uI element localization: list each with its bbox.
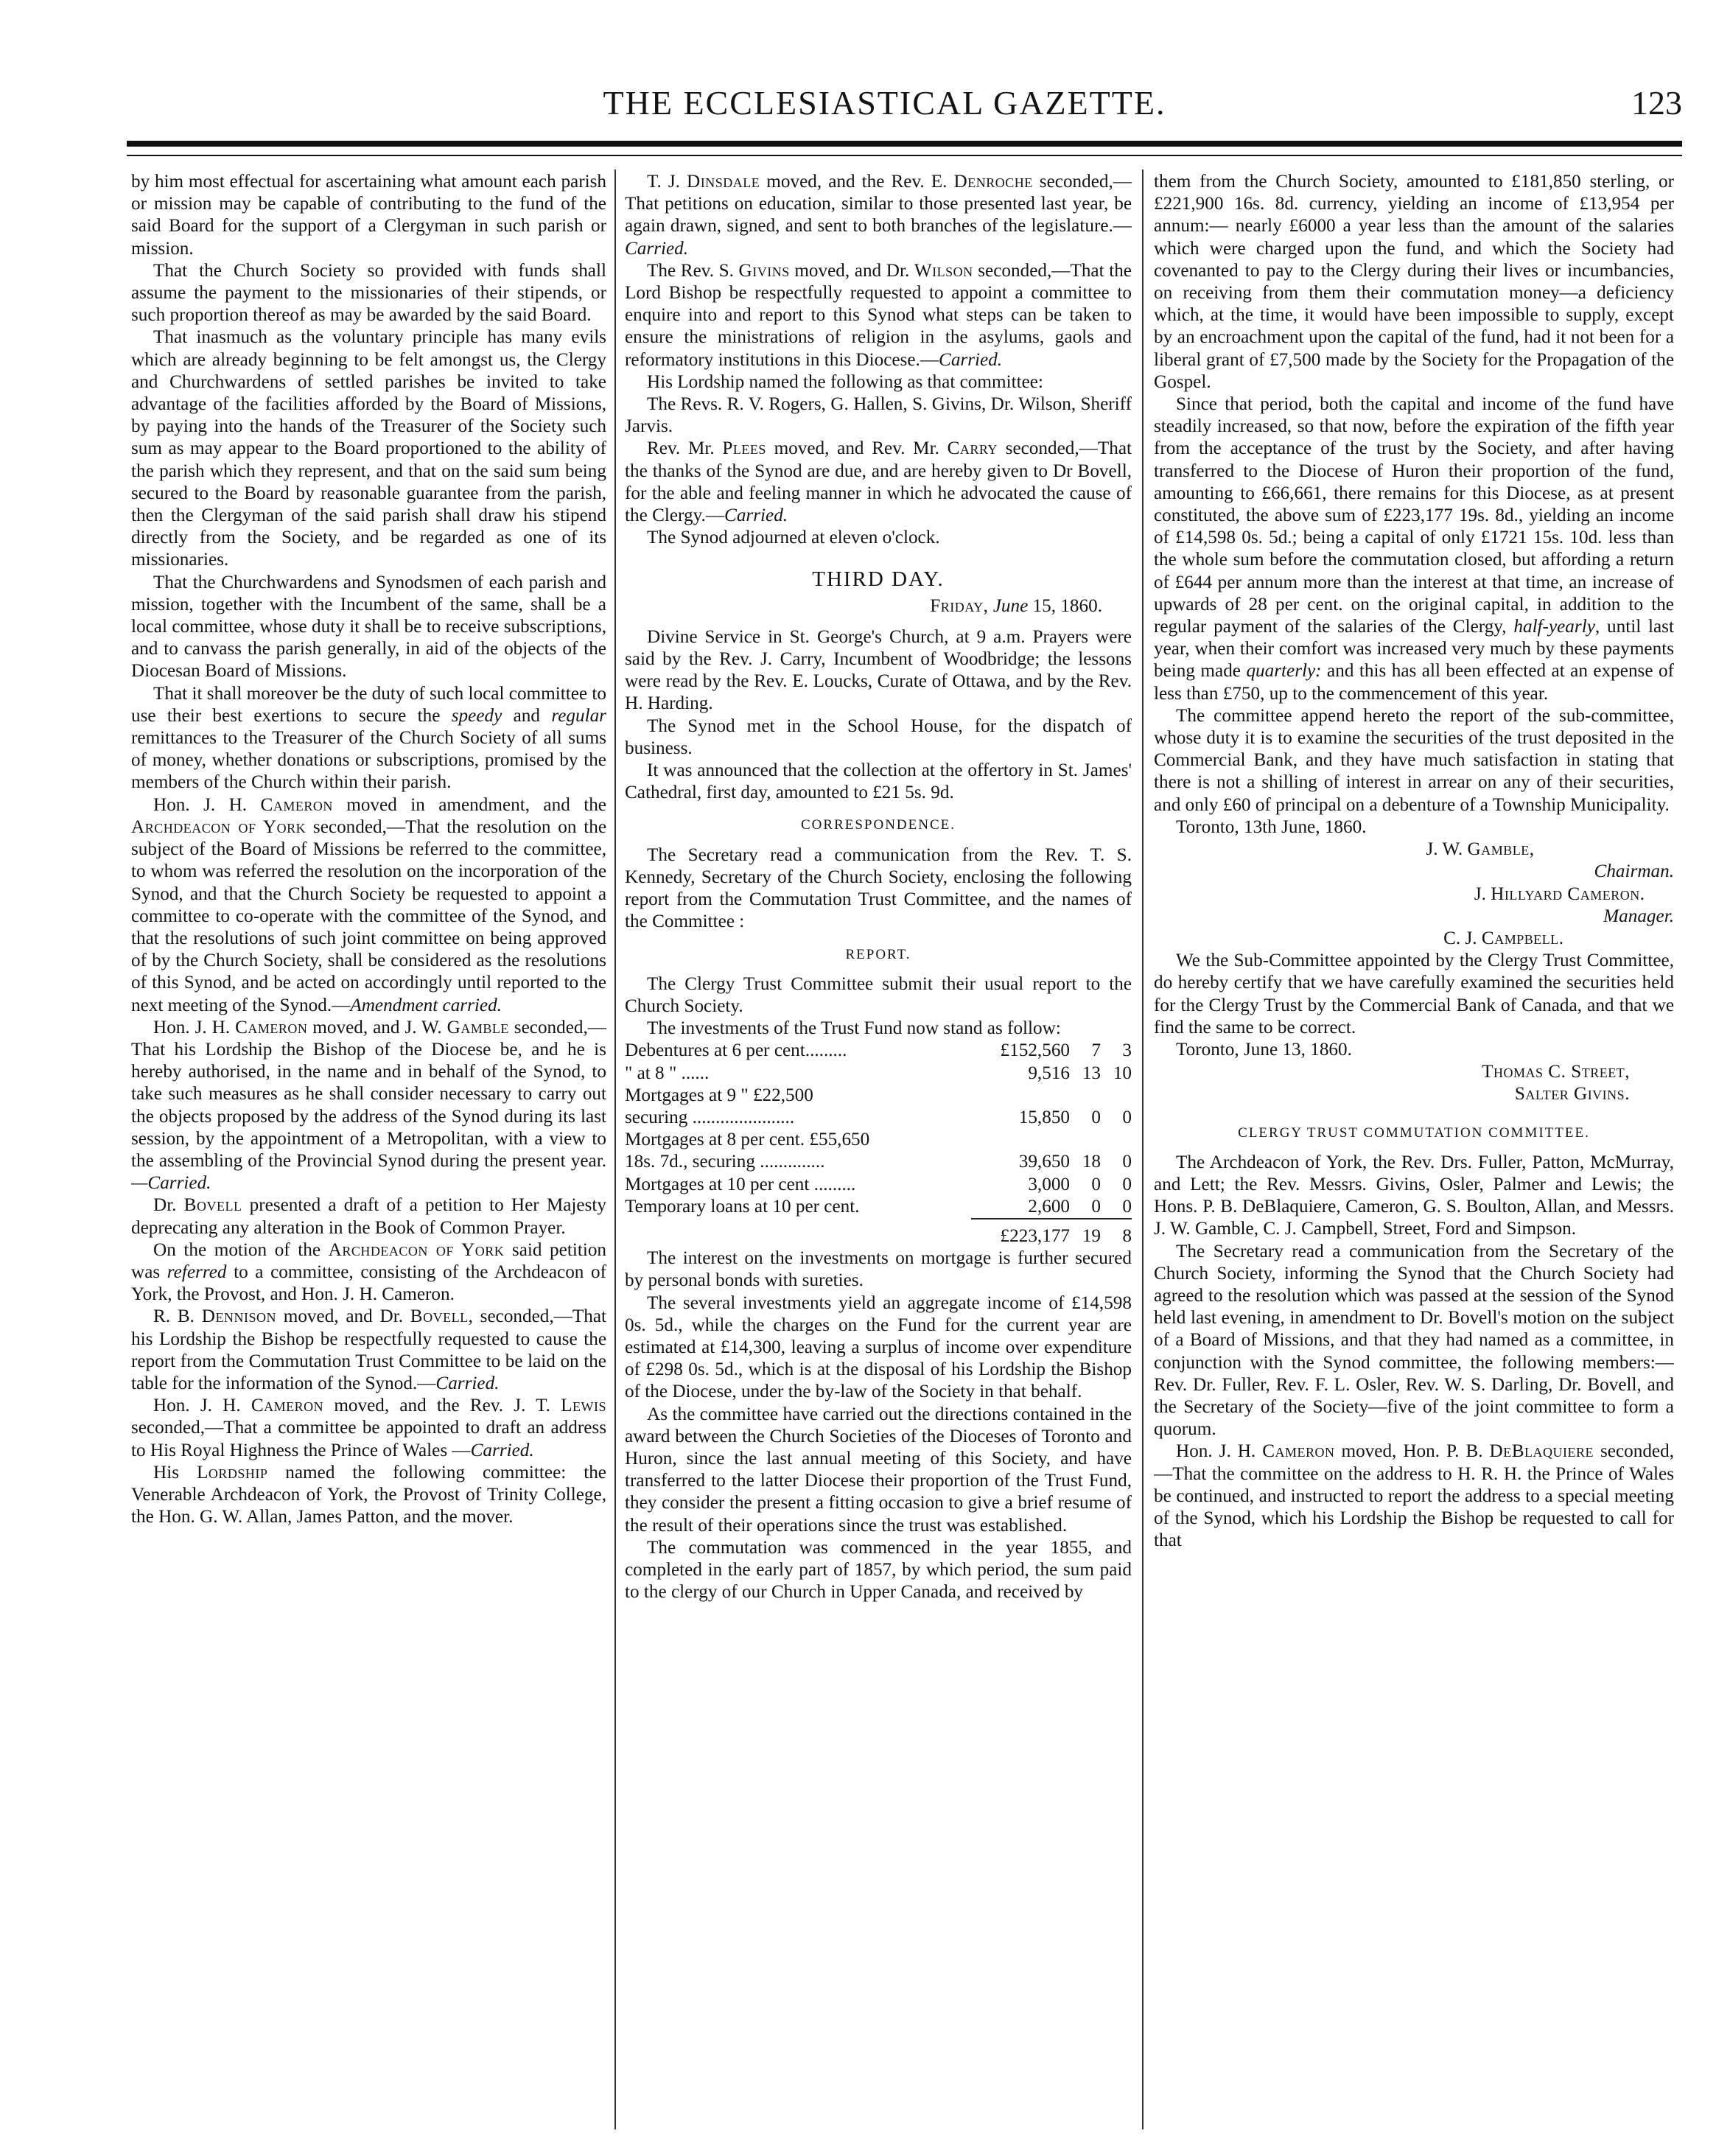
paragraph: them from the Church Society, amounted to £181,850 sterling, or £221,900 16s. 8d. currency, yielding an income of £13,954 per annum:— nearly £6000 a year less than the amount of the salaries which were charged upon the fund, and which the Society had covenanted to pay to the Clergy during their lives or incumbancies, on receiving from them their commutation money—a deficiency which, at the time, it would have been impossible to supply, except by an encroachment upon the capital of the fund, had it not been for a liberal grant of £7,500 made by the Society for the Propagation of the Gospel. — [1154, 172, 1674, 392]
paragraph: Since that period, both the capital and income of the fund have steadily increased, so that now, before the expiration of the fifth year from the acceptance of the trust by the Society, and after having transferred to the Diocese of Huron their proportion of the fund, amounting to £66,661, there remains for this Diocese, as at present constituted, the above sum of £223,177 19s. 8d., yielding an income of £14,598 0s. 5d.; being a capital of only £1721 15s. 10d. less than the whole sum before the commutation closed, but affording a return of £644 per annum more than the interest at that time, an increase of upwards of 28 per cent. on the original capital, in addition to the regular payment of the salaries of the Clergy, half-yearly, until last year, when their comfort was increased very much by these payments being made quarterly: and this has all been effected at an expense of less than £750, up to the commencement of this year. — [1154, 394, 1674, 704]
signature-role: Chairman. — [1594, 861, 1674, 882]
column-left — [131, 171, 606, 2135]
table-cell-s: 0 — [1091, 1107, 1101, 1127]
signature: J. Hillyard Cameron. — [1474, 883, 1645, 904]
table-row — [625, 1040, 1132, 1062]
table-cell-amount: £152,560 — [1000, 1040, 1070, 1061]
column-divider-1 — [614, 169, 616, 2129]
paragraph: Hon. J. H. Cameron moved, and the Rev. J. T. Lewis seconded,—That a committee be appointed to draft an address to His Royal Highness the Prince of Wales —Carried. — [131, 1396, 606, 1460]
paragraph: Hon. J. H. Cameron moved in amendment, and the Archdeacon of York seconded,—That the resolution on the subject of the Board of Missions be referred to the committee, to whom was referred the resolution on the incorporation of the Synod, and that the Church Society be requested to appoint a committee to co-operate with the committee of the Synod, and that the resolutions of such joint committee on being approved of by the Church Society, shall be considered as the resolutions of this Synod, and be acted on accordingly until reported to the next meeting of the Synod.—Amendment carried. — [131, 794, 606, 1015]
paragraph: The Secretary read a communication from the Rev. T. S. Kennedy, Secretary of the Church Society, enclosing the following report from the Commutation Trust Committee, and the names of the Committee : — [625, 844, 1132, 932]
table-cell-d: 0 — [1122, 1196, 1132, 1217]
table-cell-amount: £223,177 — [971, 1219, 1070, 1247]
column-right — [1154, 171, 1674, 2135]
paragraph: The Rev. S. Givins moved, and Dr. Wilson seconded,—That the Lord Bishop be respectfully requested to appoint a committee to enquire into and report to this Synod what steps can be taken to ensure the ministrations of religion in the asylums, gaols and reformatory institutions in this Diocese.—Carried. — [625, 260, 1132, 370]
paragraph: The committee append hereto the report of the sub-committee, whose duty it is to examine the securities of the trust deposited in the Commercial Bank, and they have much satisfaction in stating that there is not a shilling of interest in arrear on any of their securities, and only £60 of principal on a debenture of a Township Municipality. — [1154, 705, 1674, 815]
paragraph: The Revs. R. V. Rogers, G. Hallen, S. Givins, Dr. Wilson, Sheriff Jarvis. — [625, 394, 1132, 437]
table-cell-amount: 2,600 — [1028, 1196, 1070, 1217]
subheading: REPORT. — [845, 946, 911, 962]
paragraph: R. B. Dennison moved, and Dr. Bovell, seconded,—That his Lordship the Bishop be respectfully requested to cause the report from the Commutation Trust Committee to be laid on the table for the information of the Synod.—Carried. — [131, 1306, 606, 1393]
paragraph: The commutation was commenced in the year 1855, and completed in the early part of 1857, by which period, the sum paid to the clergy of our Church in Upper Canada, and received by — [625, 1537, 1132, 1603]
table-cell-s: 0 — [1091, 1196, 1101, 1217]
section-heading: THIRD DAY. — [812, 567, 945, 592]
paragraph: Dr. Bovell presented a draft of a petition to Her Majesty deprecating any alteration in the Book of Common Prayer. — [131, 1195, 606, 1238]
table-cell-d — [1101, 1085, 1132, 1107]
table-cell-d: 3 — [1122, 1040, 1132, 1061]
table-cell-amount: 15,850 — [1018, 1107, 1070, 1127]
table-cell-label: Mortgages at 9 " £22,500 — [625, 1085, 813, 1105]
table-cell-label: " at 8 " ...... — [625, 1063, 710, 1083]
signature-block — [1154, 839, 1674, 950]
table-row — [625, 1151, 1132, 1173]
table-cell-s: 18 — [1082, 1152, 1101, 1172]
paragraph: That the Churchwardens and Synodsmen of each parish and mission, together with the Incumbent of the same, shall be a local committee, whose duty it shall be to receive subscriptions, and to canvass the parish generally, in aid of the objects of the Diocesan Board of Missions. — [131, 572, 606, 682]
header-rule-thin — [127, 155, 1682, 156]
paragraph: T. J. Dinsdale moved, and the Rev. E. Denroche seconded,—That petitions on education, similar to those presented last year, be again drawn, signed, and sent to both branches of the legislature.—Carried. — [625, 172, 1132, 259]
table-row — [625, 1063, 1132, 1085]
paragraph: Toronto, 13th June, 1860. — [1176, 816, 1367, 837]
paragraph: The Secretary read a communication from the Secretary of the Church Society, informing the Synod that the Church Society had agreed to the resolution which was passed at the session of the Synod held last evening, in amendment to Dr. Bovell's motion on the subject of a Board of Missions, and that they had named as a committee, in conjunction with the Synod committee, the following members:—Rev. Dr. Fuller, Rev. F. L. Osler, Rev. W. S. Darling, Dr. Bovell, and the Secretary of the Society—five of the joint committee to form a quorum. — [1154, 1241, 1674, 1440]
paragraph: The several investments yield an aggregate income of £14,598 0s. 5d., while the charges on the Fund for the current year are estimated at £14,300, leaving a surplus of income over expenditure of £298 0s. 5d., which is at the disposal of his Lordship the Bishop of the Diocese, under the by-law of the Society in that behalf. — [625, 1292, 1132, 1402]
paragraph: The Synod adjourned at eleven o'clock. — [647, 528, 940, 548]
paragraph: The interest on the investments on mortgage is further secured by personal bonds with sureties. — [625, 1248, 1132, 1291]
paragraph: It was announced that the collection at the offertory in St. James' Cathedral, first day, amounted to £21 5s. 9d. — [625, 760, 1132, 803]
paragraph: That the Church Society so provided with funds shall assume the payment to the missionaries of their stipends, or such proportion thereof as may be awarded by the said Board. — [131, 260, 606, 326]
paragraph: On the motion of the Archdeacon of York said petition was referred to a committee, consisting of the Archdeacon of York, the Provost, and Hon. J. H. Cameron. — [131, 1239, 606, 1305]
table-cell-s: 13 — [1082, 1063, 1101, 1083]
signature: C. J. Campbell. — [1443, 928, 1563, 948]
table-cell-label — [625, 1219, 971, 1247]
paragraph: Hon. J. H. Cameron moved, and J. W. Gamble seconded,—That his Lordship the Bishop of the Diocese be, and he is hereby authorised, in the name and in behalf of the Synod, to take such measures as he shall consider necessary to carry out the objects proposed by the address of the Synod during its last session, by the appointment of a Metropolitan, with a view to the assembling of the Provincial Synod during the present year.—Carried. — [131, 1017, 606, 1194]
paragraph: Rev. Mr. Plees moved, and Rev. Mr. Carry seconded,—That the thanks of the Synod are due, and are hereby given to Dr Bovell, for the able and feeling manner in which he advocated the cause of the Clergy.—Carried. — [625, 438, 1132, 526]
table-total-row — [625, 1219, 1132, 1247]
paragraph: Divine Service in St. George's Church, at 9 a.m. Prayers were said by the Rev. J. Carry, Incumbent of Woodbridge; the lessons were read by the Rev. E. Loucks, Curate of Ottawa, and by the Rev. H. Harding. — [625, 626, 1132, 714]
table-cell-s: 7 — [1091, 1040, 1101, 1061]
table-cell-s — [1070, 1129, 1101, 1151]
table-row — [625, 1174, 1132, 1196]
column-divider-2 — [1142, 169, 1144, 2129]
table-row — [625, 1085, 1132, 1107]
paragraph: by him most effectual for ascertaining what amount each parish or mission may be capable of contributing to the fund of the said Board for the support of a Clergyman in such parish or mission. — [131, 172, 606, 259]
subheading: CORRESPONDENCE. — [801, 817, 956, 833]
table-cell-d: 10 — [1113, 1063, 1132, 1083]
paragraph: Toronto, June 13, 1860. — [1176, 1039, 1352, 1060]
page-number: 123 — [1631, 84, 1682, 122]
dateline: Friday, June 15, 1860. — [930, 595, 1102, 616]
table-cell-label: Mortgages at 8 per cent. £55,650 — [625, 1130, 870, 1150]
table-cell-label: securing ...................... — [625, 1107, 795, 1127]
subheading: CLERGY TRUST COMMUTATION COMMITTEE. — [1238, 1124, 1590, 1141]
table-cell-s: 19 — [1070, 1219, 1101, 1247]
table-cell-d — [1101, 1129, 1132, 1151]
investment-table — [625, 1040, 1132, 1247]
table-cell-s — [1070, 1085, 1101, 1107]
paragraph: As the committee have carried out the directions contained in the award between the Church Societies of the Dioceses of Toronto and Huron, since the last annual meeting of this Society, and have transferred to the latter Diocese their proportion of the Trust Fund, they consider the present a fitting occasion to give a brief resume of the result of their operations since the trust was established. — [625, 1404, 1132, 1536]
table-cell-amount: 3,000 — [1028, 1174, 1070, 1194]
paragraph: The Synod met in the School House, for the dispatch of business. — [625, 715, 1132, 758]
table-row — [625, 1107, 1132, 1129]
paragraph: His Lordship named the following committee: the Venerable Archdeacon of York, the Provost of Trinity College, the Hon. G. W. Allan, James Patton, and the mover. — [131, 1462, 606, 1527]
header-rule-thick — [127, 141, 1682, 147]
table-cell-amount — [971, 1129, 1070, 1151]
table-cell-label: Debentures at 6 per cent......... — [625, 1040, 847, 1061]
paragraph: That inasmuch as the voluntary principle has many evils which are already beginning to be felt amongst us, the Clergy and Churchwardens of settled parishes be invited to take advantage of the facilities afforded by the Board of Missions, by paying into the hands of the Treasurer of the Society such sum as may appear to the Board proportioned to the ability of the parish which they represent, and that on the said sum being secured to the Board by reasonable guarantee from the parish, then the Clergyman of the said parish shall draw his stipend directly from the Society, and be regarded as one of its missionaries. — [131, 327, 606, 570]
paragraph: The Archdeacon of York, the Rev. Drs. Fuller, Patton, McMurray, and Lett; the Rev. Messrs. Givins, Osler, Palmer and Lewis; the Hons. P. B. DeBlaquiere, Cameron, G. S. Boulton, Allan, and Messrs. J. W. Gamble, C. J. Campbell, Street, Ford and Simpson. — [1154, 1152, 1674, 1239]
table-cell-amount: 39,650 — [1018, 1152, 1070, 1172]
signature: Salter Givins. — [1514, 1084, 1630, 1105]
table-cell-d: 0 — [1122, 1107, 1132, 1127]
table-row — [625, 1196, 1132, 1219]
newspaper-title: THE ECCLESIASTICAL GAZETTE. — [603, 84, 1166, 122]
table-cell-d: 0 — [1122, 1174, 1132, 1194]
paragraph: Hon. J. H. Cameron moved, Hon. P. B. DeBlaquiere seconded,—That the committee on the address to H. R. H. the Prince of Wales be continued, and instructed to report the address to a special meeting of the Synod, which his Lordship the Bishop be requested to call for that — [1154, 1441, 1674, 1551]
signature: Thomas C. Street, — [1482, 1062, 1630, 1082]
table-cell-label: 18s. 7d., securing .............. — [625, 1152, 825, 1172]
signature-role: Manager. — [1603, 906, 1674, 926]
paragraph: His Lordship named the following as that committee: — [647, 371, 1043, 392]
table-row — [625, 1129, 1132, 1151]
paragraph: We the Sub-Committee appointed by the Clergy Trust Committee, do hereby certify that we have carefully examined the securities held for the Clergy Trust by the Commercial Bank of Canada, and that we find the same to be correct. — [1154, 951, 1674, 1037]
paragraph: That it shall moreover be the duty of such local committee to use their best exertions to secure the speedy and regular remittances to the Treasurer of the Church Society of all sums of money, whether donations or subscriptions, promised by the members of the Church within their parish. — [131, 683, 606, 793]
table-cell-label: Mortgages at 10 per cent ......... — [625, 1174, 856, 1194]
table-cell-amount — [971, 1085, 1070, 1107]
table-cell-amount: 9,516 — [1028, 1063, 1070, 1083]
table-cell-d: 8 — [1101, 1219, 1132, 1247]
paragraph: The investments of the Trust Fund now stand as follow: — [647, 1018, 1061, 1039]
masthead — [87, 81, 1682, 125]
paragraph: The Clergy Trust Committee submit their usual report to the Church Society. — [625, 973, 1132, 1016]
table-cell-s: 0 — [1091, 1174, 1101, 1194]
table-cell-d: 0 — [1122, 1152, 1132, 1172]
signature: J. W. Gamble, — [1426, 839, 1534, 860]
table-cell-label: Temporary loans at 10 per cent. — [625, 1196, 860, 1217]
column-middle — [625, 171, 1132, 2135]
